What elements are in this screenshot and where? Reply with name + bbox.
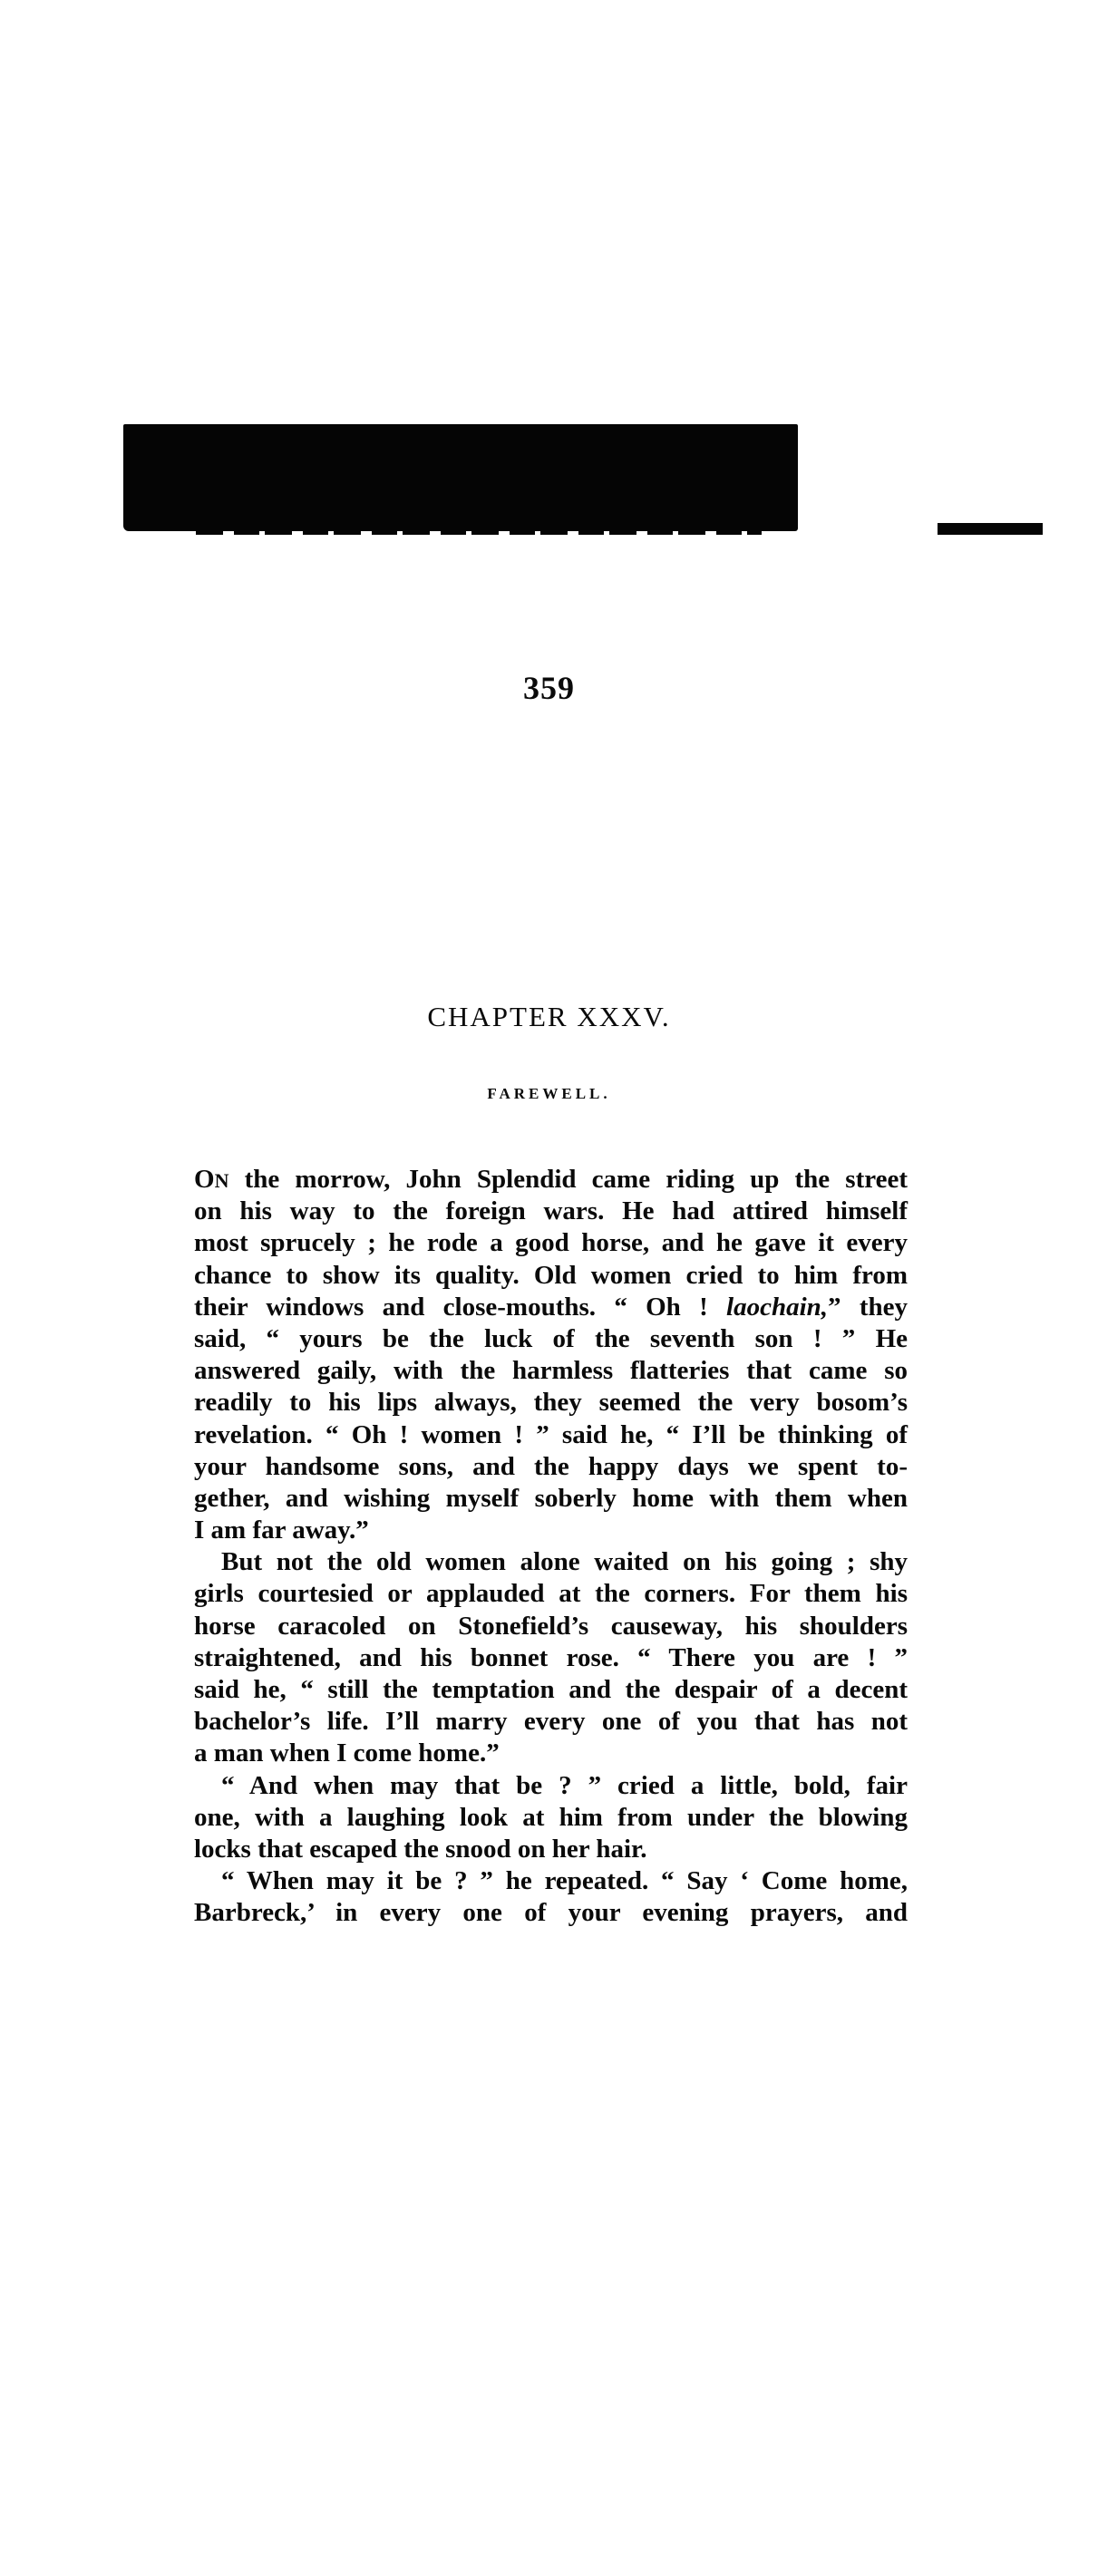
- italic-word: laochain,: [726, 1292, 829, 1322]
- text-line: most sprucely ; he rode a good horse, and he gave it every: [194, 1228, 908, 1258]
- text-line: horse caracoled on Stonefield’s causeway, his shoulders: [194, 1611, 908, 1641]
- text-line: said, “ yours be the luck of the seventh son ! ” He: [194, 1323, 908, 1353]
- text-line: a man when I come home.”: [194, 1738, 500, 1768]
- redaction-bar: [123, 424, 798, 531]
- text-line: answered gaily, with the harmless flatteries that came so: [194, 1356, 908, 1386]
- text-line: your handsome sons, and the happy days we spent to-: [194, 1451, 908, 1481]
- chapter-title: CHAPTER XXXV.: [427, 1001, 671, 1032]
- text-line: said he, “ still the temptation and the despair of a decent: [194, 1675, 908, 1704]
- text-line: one, with a laughing look at him from under the blowing: [194, 1802, 908, 1832]
- text-line: “ And when may that be ? ” cried a little, bold, fair: [221, 1770, 908, 1800]
- text-line: I am far away.”: [194, 1516, 369, 1545]
- redaction-bar-small: [938, 523, 1043, 535]
- text-line: Barbreck,’ in every one of your evening prayers, and: [194, 1898, 908, 1928]
- text-line: locks that escaped the snood on her hair.: [194, 1834, 647, 1864]
- text-line: ON the morrow, John Splendid came riding up the street: [194, 1165, 908, 1194]
- chapter-subtitle: FAREWELL.: [487, 1085, 611, 1102]
- text-line: bachelor’s life. I’ll marry every one of you that has not: [194, 1707, 908, 1737]
- text-line: “ When may it be ? ” he repeated. “ Say ‘ Come home,: [221, 1866, 908, 1896]
- text-line: chance to show its quality. Old women cried to him from: [194, 1260, 908, 1290]
- text-line: on his way to the foreign wars. He had attired himself: [194, 1196, 908, 1226]
- text-line: girls courtesied or applauded at the corners. For them his: [194, 1579, 908, 1609]
- text-line: straightened, and his bonnet rose. “ There you are ! ”: [194, 1642, 908, 1672]
- page-number: 359: [523, 670, 575, 706]
- text-line: But not the old women alone waited on his going ; shy: [221, 1547, 908, 1577]
- text-line: revelation. “ Oh ! women ! ” said he, “ I’ll be thinking of: [194, 1419, 908, 1449]
- text-line: gether, and wishing myself soberly home with them when: [194, 1483, 908, 1513]
- body-text: [194, 1164, 908, 1930]
- text-line: readily to his lips always, they seemed the very bosom’s: [194, 1388, 908, 1418]
- text-line: their windows and close-mouths. “ Oh ! laochain,” they: [194, 1292, 908, 1322]
